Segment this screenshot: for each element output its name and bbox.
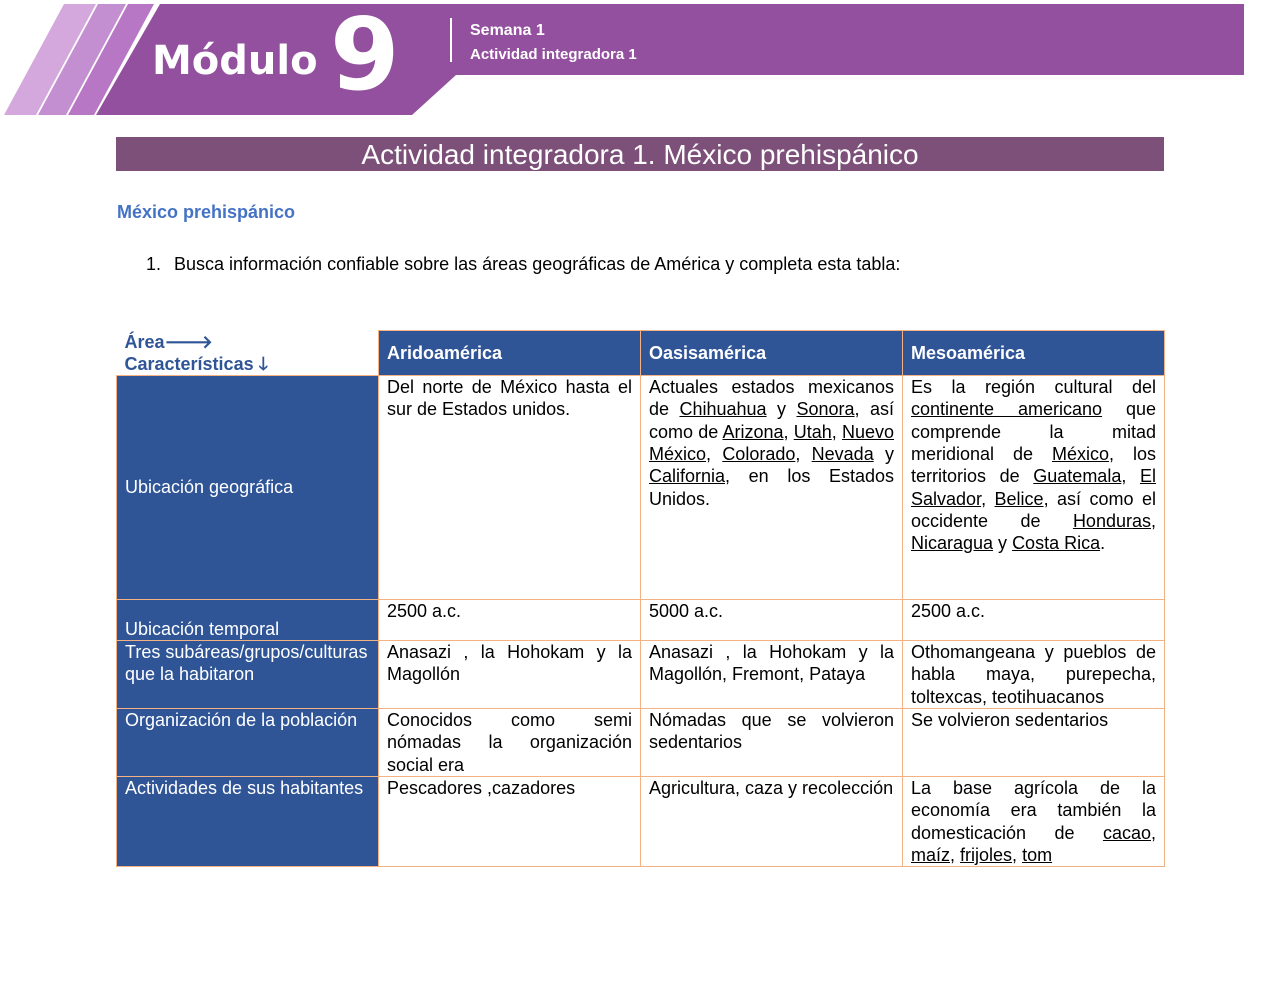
cell-text: Actuales estados mexicanos de [649,377,894,420]
cell-oasisamerica-subareas: Anasazi , la Hohokam y la Magollón, Fremont, Pataya [641,641,903,709]
cell-aridoamerica-organizacion: Conocidos como semi nómadas la organización social era [379,709,641,777]
column-header-aridoamerica: Aridoamérica [379,331,641,376]
cell-oasisamerica-organizacion: Nómadas que se volvieron sedentarios [641,709,903,777]
cell-mesoamerica-geo [903,376,1165,600]
cell-text: , [1121,466,1140,487]
cell-text: , así como de [649,399,894,442]
module-label: Módulo [152,38,318,84]
cell-mesoamerica-subareas: Othomangeana y pueblos de habla maya, purepecha, toltexcas, teotihuacanos [903,641,1165,709]
cell-text: que comprende la mitad meridional de [911,399,1156,464]
cell-mesoamerica-organizacion: Se volvieron sedentarios [903,709,1165,777]
link-california[interactable]: California [649,466,726,487]
cell-text: , [1150,822,1156,843]
link-utah[interactable]: Utah [793,421,832,442]
row-label-ubicacion-geografica: Ubicación geográfica [117,376,379,600]
table-header-row [117,331,1165,376]
week-label: Semana 1 [470,22,545,39]
cell-text: , [831,421,842,442]
row-label-ubicacion-temporal: Ubicación temporal [117,600,379,641]
cell-text: , [1012,844,1023,865]
banner-divider [450,18,452,62]
cell-text: y [766,399,797,420]
column-header-mesoamerica: Mesoamérica [903,331,1165,376]
link-honduras[interactable]: Honduras [1072,510,1151,531]
column-header-oasisamerica: Oasisamérica [641,331,903,376]
cell-text: , [950,844,961,865]
arrow-right-icon: 🡒 [164,331,213,352]
cell-aridoamerica-subareas: Anasazi , la Hohokam y la Magollón [379,641,641,709]
table-row [117,600,1165,641]
cell-oasisamerica-temporal: 5000 a.c. [641,600,903,641]
link-maiz[interactable]: maíz [911,844,951,865]
link-frijoles[interactable]: frijoles [960,844,1013,865]
cell-text: La base agrícola de la economía era también la domesticación de [911,778,1156,843]
link-colorado[interactable]: Colorado [722,443,796,464]
cell-aridoamerica-temporal: 2500 a.c. [379,600,641,641]
corner-area-label: Área [124,331,165,352]
module-banner [0,0,1280,120]
cell-text: , en los Estados Unidos. [649,466,894,509]
instruction-item [146,254,900,275]
geographic-areas-table [116,330,1165,867]
link-cacao[interactable]: cacao [1102,822,1151,843]
activity-label: Actividad integradora 1 [470,46,637,63]
module-number: 9 [330,0,400,113]
row-label-subareas: Tres subáreas/grupos/culturas que la habitaron [117,641,379,709]
cell-text: , [783,421,794,442]
link-chihuahua[interactable]: Chihuahua [679,399,767,420]
table-row [117,709,1165,777]
corner-characteristics-label: Características [124,353,254,374]
cell-text: y [873,443,894,464]
cell-text: . [1100,533,1106,554]
cell-text: Es la región cultural del [911,377,1156,398]
cell-text: , [1150,510,1156,531]
cell-text: , [795,443,812,464]
link-nuevo-mexico[interactable]: Nuevo México [649,421,894,464]
link-mexico[interactable]: México [1052,443,1110,464]
link-tomate[interactable]: tom [1022,844,1053,865]
table-row [117,376,1165,600]
link-nicaragua[interactable]: Nicaragua [911,533,994,554]
link-guatemala[interactable]: Guatemala [1033,466,1122,487]
cell-text: y [993,533,1013,554]
cell-oasisamerica-geo [641,376,903,600]
cell-mesoamerica-actividades [903,777,1165,867]
cell-text: , [706,443,723,464]
link-arizona[interactable]: Arizona [722,421,784,442]
row-label-organizacion: Organización de la población [117,709,379,777]
cell-aridoamerica-geo: Del norte de México hasta el sur de Estados unidos. [379,376,641,600]
instruction-text: Busca información confiable sobre las áreas geográficas de América y completa esta tabla: [174,254,901,274]
cell-text: , los territorios de [911,443,1156,487]
link-continente-americano[interactable]: continente americano [911,399,1103,420]
table-row [117,777,1165,867]
row-label-actividades: Actividades de sus habitantes [117,777,379,867]
cell-oasisamerica-actividades: Agricultura, caza y recolección [641,777,903,867]
cell-mesoamerica-temporal: 2500 a.c. [903,600,1165,641]
cell-text: , así como el occidente de [911,488,1156,531]
link-nevada[interactable]: Nevada [811,443,874,464]
cell-text: , [981,488,995,509]
link-belice[interactable]: Belice [994,488,1044,509]
link-sonora[interactable]: Sonora [796,399,855,420]
cell-aridoamerica-actividades: Pescadores ,cazadores [379,777,641,867]
link-el-salvador[interactable]: El Salvador [911,466,1156,509]
table-row [117,641,1165,709]
table-corner-cell [117,331,379,376]
section-title: México prehispánico [117,202,296,222]
arrow-down-icon: 🡓 [258,353,268,374]
page-title: Actividad integradora 1. México prehispánico [116,137,1164,171]
link-costa-rica[interactable]: Costa Rica [1012,533,1101,554]
instruction-number: 1. [146,254,162,274]
